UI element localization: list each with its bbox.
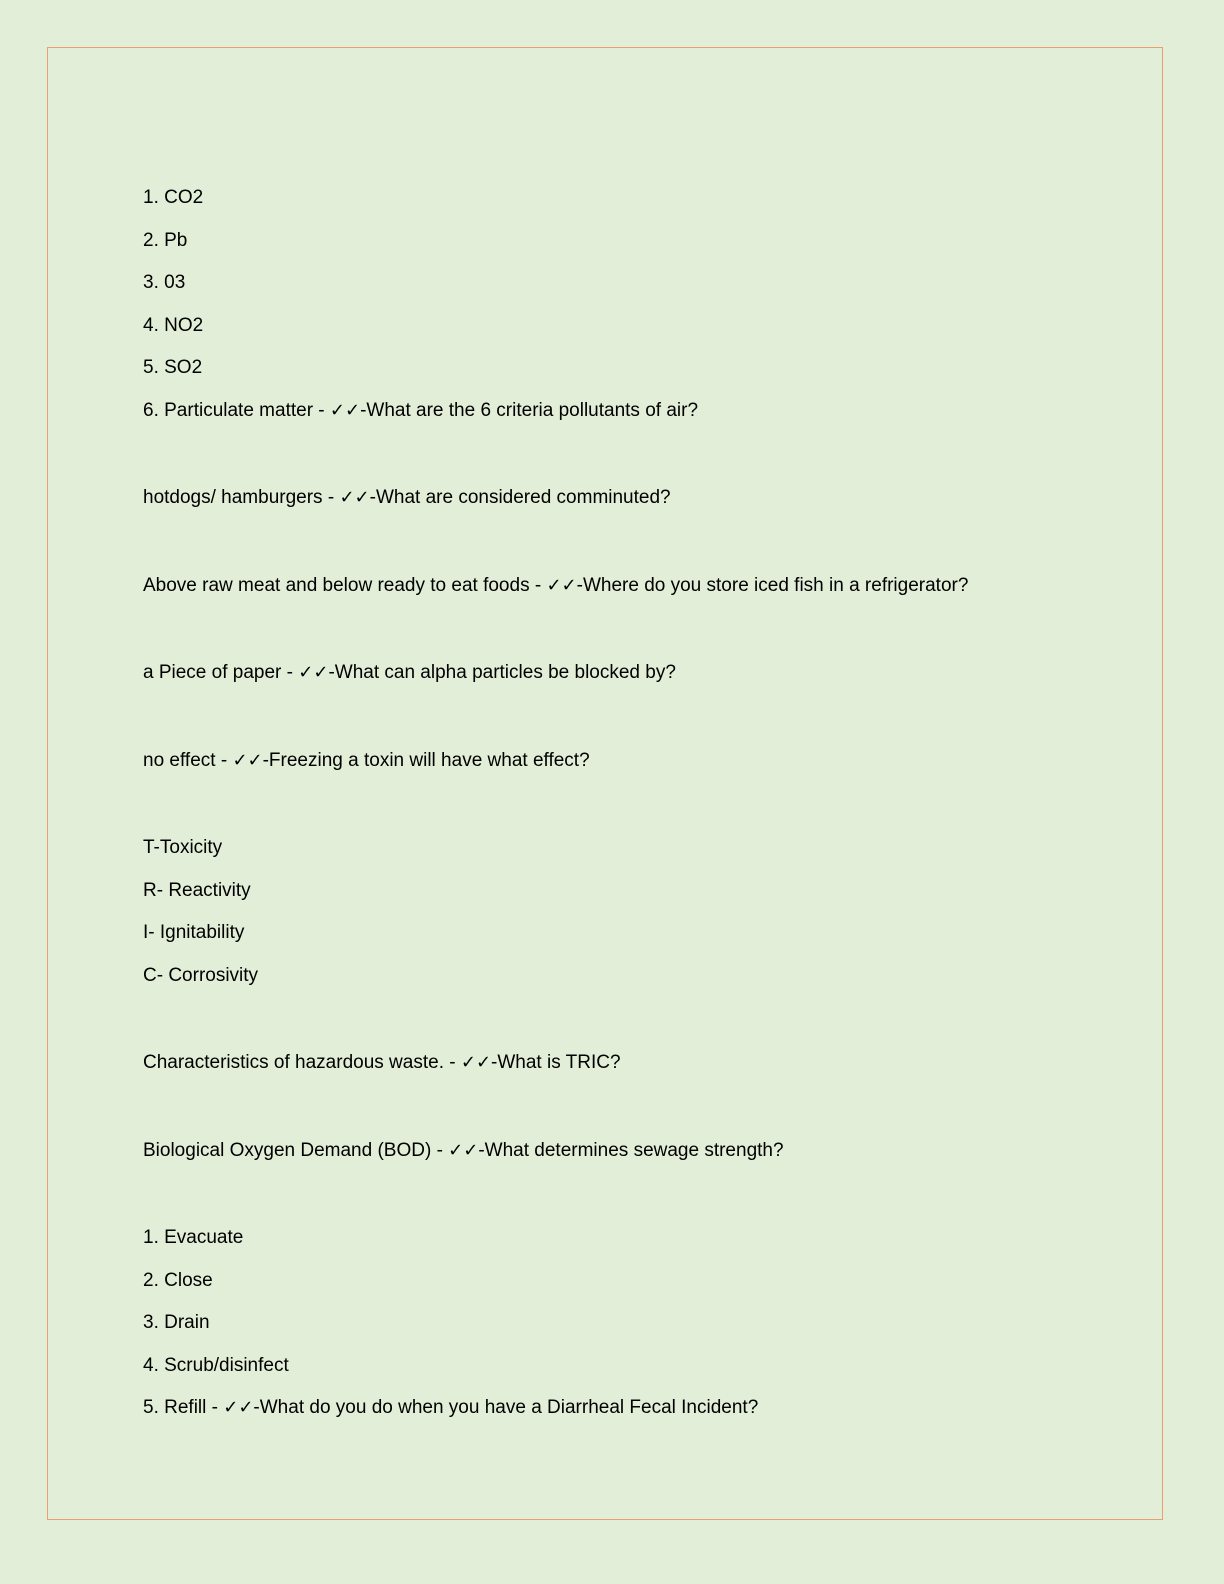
- flashcard-alpha-particles: [143, 661, 1123, 685]
- question-text: -What are the 6 criteria pollutants of air?: [360, 399, 699, 421]
- list-item: 1. CO2: [143, 187, 204, 208]
- answer-text: a Piece of paper -: [143, 662, 299, 683]
- flashcard-tric: [143, 836, 1123, 988]
- answer-text: Biological Oxygen Demand (BOD) -: [143, 1139, 449, 1161]
- flashcard-fecal-incident: [143, 1226, 1123, 1420]
- answer-text: Above raw meat and below ready to eat foods -: [143, 574, 547, 596]
- double-check-icon: ✓✓: [448, 1139, 479, 1161]
- answer-question-line: [143, 749, 1123, 773]
- spacer: [143, 704, 1123, 749]
- list-item: R- Reactivity: [143, 879, 251, 901]
- list-item: 4. Scrub/disinfect: [143, 1354, 289, 1376]
- answer-text: 6. Particulate matter -: [143, 399, 330, 421]
- spacer: [143, 616, 1123, 661]
- list-item: 5. SO2: [143, 357, 203, 378]
- answer-text: hotdogs/ hamburgers -: [143, 487, 340, 508]
- answer-question-line: [143, 486, 1123, 510]
- question-text: -What can alpha particles be blocked by?: [328, 662, 676, 683]
- spacer: [143, 529, 1123, 574]
- list-item: 1. Evacuate: [143, 1227, 244, 1248]
- list-item: I- Ignitability: [143, 922, 245, 943]
- answer-text: 5. Refill -: [143, 1397, 224, 1418]
- answer-text: no effect -: [143, 749, 233, 771]
- list-item: T-Toxicity: [143, 837, 223, 858]
- spacer: [143, 791, 1123, 836]
- spacer: [143, 1094, 1123, 1139]
- list-item: 3. 03: [143, 272, 186, 293]
- question-text: -Freezing a toxin will have what effect?: [262, 749, 590, 771]
- double-check-icon: ✓✓: [298, 662, 329, 683]
- flashcard-criteria-pollutants: [143, 186, 1123, 423]
- double-check-icon: ✓✓: [460, 1052, 492, 1073]
- spacer: [143, 1006, 1123, 1051]
- question-text: -What do you do when you have a Diarrheal Fecal Incident?: [253, 1397, 759, 1418]
- spacer: [143, 441, 1123, 486]
- question-text: -What is TRIC?: [491, 1052, 621, 1073]
- question-text: -What determines sewage strength?: [478, 1139, 784, 1161]
- answer-question-line: [143, 1139, 1123, 1163]
- question-text: -What are considered comminuted?: [369, 487, 671, 508]
- spacer: [143, 1181, 1123, 1226]
- answer-question-line: [143, 574, 1123, 598]
- list-item: 2. Pb: [143, 229, 188, 251]
- double-check-icon: ✓✓: [546, 574, 577, 596]
- flashcard-comminuted: [143, 486, 1123, 510]
- double-check-icon: ✓✓: [339, 487, 370, 508]
- list-item: C- Corrosivity: [143, 964, 259, 986]
- document-body: [143, 186, 1123, 1439]
- flashcard-iced-fish: [143, 574, 1123, 598]
- answer-question-line: [143, 1051, 1123, 1075]
- flashcard-hazardous-waste: [143, 1051, 1123, 1075]
- flashcard-sewage-strength: [143, 1139, 1123, 1163]
- answer-question-line: [143, 399, 1123, 423]
- double-check-icon: ✓✓: [223, 1397, 254, 1418]
- double-check-icon: ✓✓: [232, 749, 263, 771]
- answer-question-line: [143, 1396, 1123, 1420]
- double-check-icon: ✓✓: [329, 399, 361, 421]
- list-item: 4. NO2: [143, 314, 204, 336]
- answer-text: Characteristics of hazardous waste. -: [143, 1052, 461, 1073]
- flashcard-freezing-toxin: [143, 749, 1123, 773]
- answer-question-line: [143, 661, 1123, 685]
- question-text: -Where do you store iced fish in a refrigerator?: [576, 574, 969, 596]
- list-item: 3. Drain: [143, 1312, 210, 1333]
- list-item: 2. Close: [143, 1269, 213, 1291]
